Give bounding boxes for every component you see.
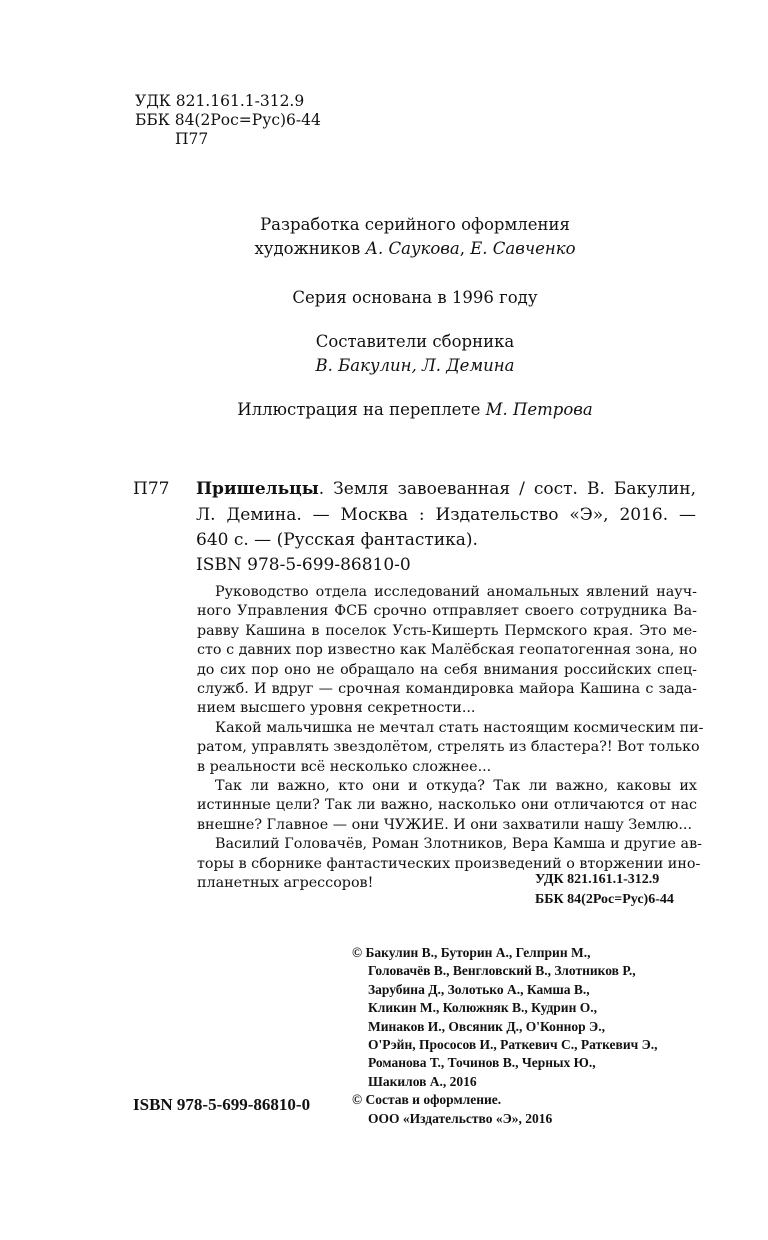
bib-line-3: 640 с. — (Русская фантастика). [196, 530, 478, 550]
annotation-line: равву Кашина в поселок Усть-Кишерть Пермского края. Это ме- [197, 622, 697, 639]
annotation-bbk: ББК 84(2Рос=Рус)6-44 [535, 892, 674, 907]
copyright-line: О'Рэйн, Прососов И., Раткевич С., Раткевич Э., [368, 1037, 658, 1053]
annotation-line: Так ли важно, кто они и откуда? Так ли важно, каковы их [215, 778, 697, 795]
annotation-line: торы в сборнике фантастических произведений о вторжении ино- [197, 855, 701, 872]
copyright-line: Кликин М., Колюжняк В., Кудрин О., [368, 1000, 597, 1016]
annotation-line: внешне? Главное — они ЧУЖИЕ. И они захватили нашу Землю... [197, 816, 693, 833]
copyright-line: Шакилов А., 2016 [368, 1073, 477, 1089]
copyright-block [352, 944, 658, 1128]
annotation-line: служб. И вдруг — срочная командировка майора Кашина с зада- [197, 681, 697, 698]
isbn-main: ISBN 978-5-699-86810-0 [133, 1095, 311, 1114]
design-credit-line2: художников А. Саукова, Е. Савченко [254, 239, 576, 258]
bib-line-1: Пришельцы. Земля завоеванная / сост. В. Бакулин, [196, 479, 696, 499]
book-title: Пришельцы [196, 479, 319, 499]
bib-record [196, 477, 696, 554]
annotation-udk: УДК 821.161.1-312.9 [535, 872, 660, 887]
annotation-line: истинные цели? Так ли важно, насколько они отличаются от нас [197, 797, 697, 814]
annotation-line: сто с давних пор известно как Малёбская геопатогенная зона, но [197, 642, 698, 659]
compilers-names: В. Бакулин, Л. Демина [315, 356, 515, 375]
series-note: Серия основана в 1996 году [292, 288, 538, 307]
annotation-line: Василий Головачёв, Роман Злотников, Вера Камша и другие ав- [215, 836, 702, 853]
annotation-line: до сих пор оно не обращало на себя внимания российских спец- [197, 661, 697, 678]
annotation-line: нием высшего уровня секретности... [197, 700, 476, 717]
artist-savchenko: Е. Савченко [470, 239, 576, 258]
bib-author-mark: П77 [133, 479, 170, 499]
annotation-line: Какой мальчишка не мечтал стать настоящим космическим пи- [215, 719, 704, 736]
annotation [197, 583, 704, 894]
compilers-credit [130, 330, 700, 378]
bib-line-2: Л. Демина. — Москва : Издательство «Э», 2016. — [196, 504, 696, 525]
annotation-line: ного Управления ФСБ срочно отправляет своего сотрудника Ва- [197, 603, 697, 620]
annotation-line: Руководство отдела исследований аномальных явлений науч- [215, 584, 697, 600]
annotation-line: планетных агрессоров! [197, 875, 374, 892]
copyright-line: Минаков И., Овсяник Д., О'Коннор Э., [368, 1018, 605, 1034]
bbk-code: ББК 84(2Рос=Рус)6-44 [135, 111, 321, 129]
copyright-line: Романова Т., Точинов В., Черных Ю., [368, 1055, 596, 1071]
catalog-codes [135, 92, 321, 149]
annotation-line: ратом, управлять звездолётом, стрелять из бластера?! Вот только [197, 739, 700, 756]
author-mark: П77 [175, 130, 209, 148]
copyright-line: © Бакулин В., Буторин А., Гелприн М., [352, 945, 591, 960]
artist-saukov: А. Саукова [365, 239, 460, 258]
annotation-line: в реальности всё несколько сложнее... [197, 758, 492, 775]
design-credit-line1: Разработка серийного оформления [260, 215, 570, 234]
copyright-line: Головачёв В., Венгловский В., Злотников Р., [368, 963, 636, 979]
copyright-line: Зарубина Д., Золотько А., Камша В., [368, 981, 590, 997]
annotation-codes [535, 870, 674, 910]
design-credit [130, 213, 700, 261]
copyright-line: © Состав и оформление. [352, 1092, 502, 1108]
udk-code: УДК 821.161.1-312.9 [135, 92, 305, 110]
bib-isbn: ISBN 978-5-699-86810-0 [196, 555, 411, 575]
illustration-credit: Иллюстрация на переплете М. Петрова [237, 400, 593, 419]
compilers-label: Составители сборника [315, 332, 515, 351]
copyright-line: ООО «Издательство «Э», 2016 [368, 1110, 553, 1126]
illustrator-name: М. Петрова [485, 400, 593, 419]
